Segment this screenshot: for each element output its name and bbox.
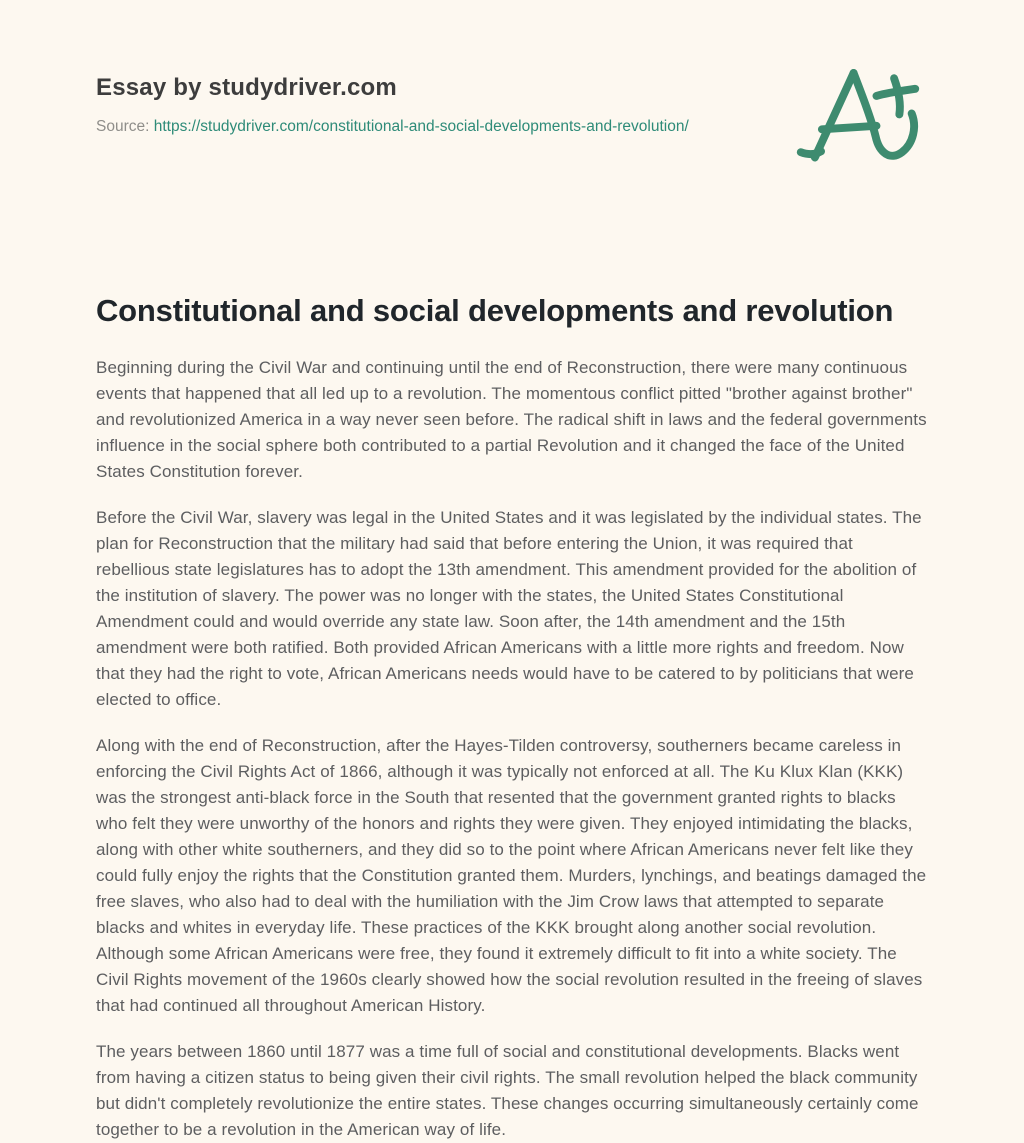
source-link[interactable]: https://studydriver.com/constitutional-and-social-developments-and-revolution/ (153, 118, 689, 135)
essay-paragraph-4: The years between 1860 until 1877 was a time full of social and constitutional developments. Blacks went from having a citizen status to being given their civil rights. The small revolution helped the black community but didn't completely revolutionize the entire states. These changes occurring simultaneously certainly come together to be a revolution in the American way of life. (96, 1042, 919, 1139)
header-text-block (96, 74, 689, 136)
essay-paragraph-3: Along with the end of Reconstruction, after the Hayes-Tilden controversy, southerners became careless in enforcing the Civil Rights Act of 1866, although it was typically not enforced at all. The Ku Klux Klan (KKK) was the strongest anti-black force in the South that resented that the government granted rights to blacks who felt they were unworthy of the honors and rights they were given. They enjoyed intimidating the blacks, along with other white southerners, and they did so to the point where African Americans never felt like they could fully enjoy the rights that the Constitution granted them. Murders, lynchings, and beatings damaged the free slaves, who also had to deal with the humiliation with the Jim Crow laws that attempted to separate blacks and whites in everyday life. These practices of the KKK brought along another social revolution. Although some African Americans were free, they found it extremely difficult to fit into a white society. The Civil Rights movement of the 1960s clearly showed how the social revolution resulted in the freeing of slaves that had continued all throughout American History. (96, 736, 927, 1015)
essay-paragraph-1: Beginning during the Civil War and continuing until the end of Reconstruction, there were many continuous events that happened that all led up to a revolution. The momentous conflict pitted "brother against brother" and revolutionized America in a way never seen before. The radical shift in laws and the federal governments influence in the social sphere both contributed to a partial Revolution and it changed the face of the United States Constitution forever. (96, 358, 927, 481)
page-header (96, 74, 928, 181)
essay-paragraph-2: Before the Civil War, slavery was legal in the United States and it was legislated by the individual states. The plan for Reconstruction that the military had said that before entering the Union, it was required that rebellious state legislatures has to adopt the 13th amendment. This amendment provided for the abolition of the institution of slavery. The power was no longer with the states, the United States Constitutional Amendment could and would override any state law. Soon after, the 14th amendment and the 15th amendment were both ratified. Both provided African Americans with a little more rights and freedom. Now that they had the right to vote, African Americans needs would have to be catered to by politicians that were elected to office. (96, 508, 922, 709)
logo-swoosh (854, 73, 914, 156)
essay-body (96, 293, 928, 1143)
source-label: Source: (96, 118, 150, 135)
essay-title: Constitutional and social developments and revolution (96, 293, 894, 328)
logo-plus-horizontal (876, 89, 915, 96)
logo-a-left-stroke (815, 73, 854, 157)
source-line (96, 118, 689, 136)
a-plus-logo (792, 58, 924, 181)
page-title: Essay by studydriver.com (96, 74, 397, 101)
logo-plus-vertical (894, 78, 900, 114)
logo-a-crossbar (822, 126, 877, 130)
